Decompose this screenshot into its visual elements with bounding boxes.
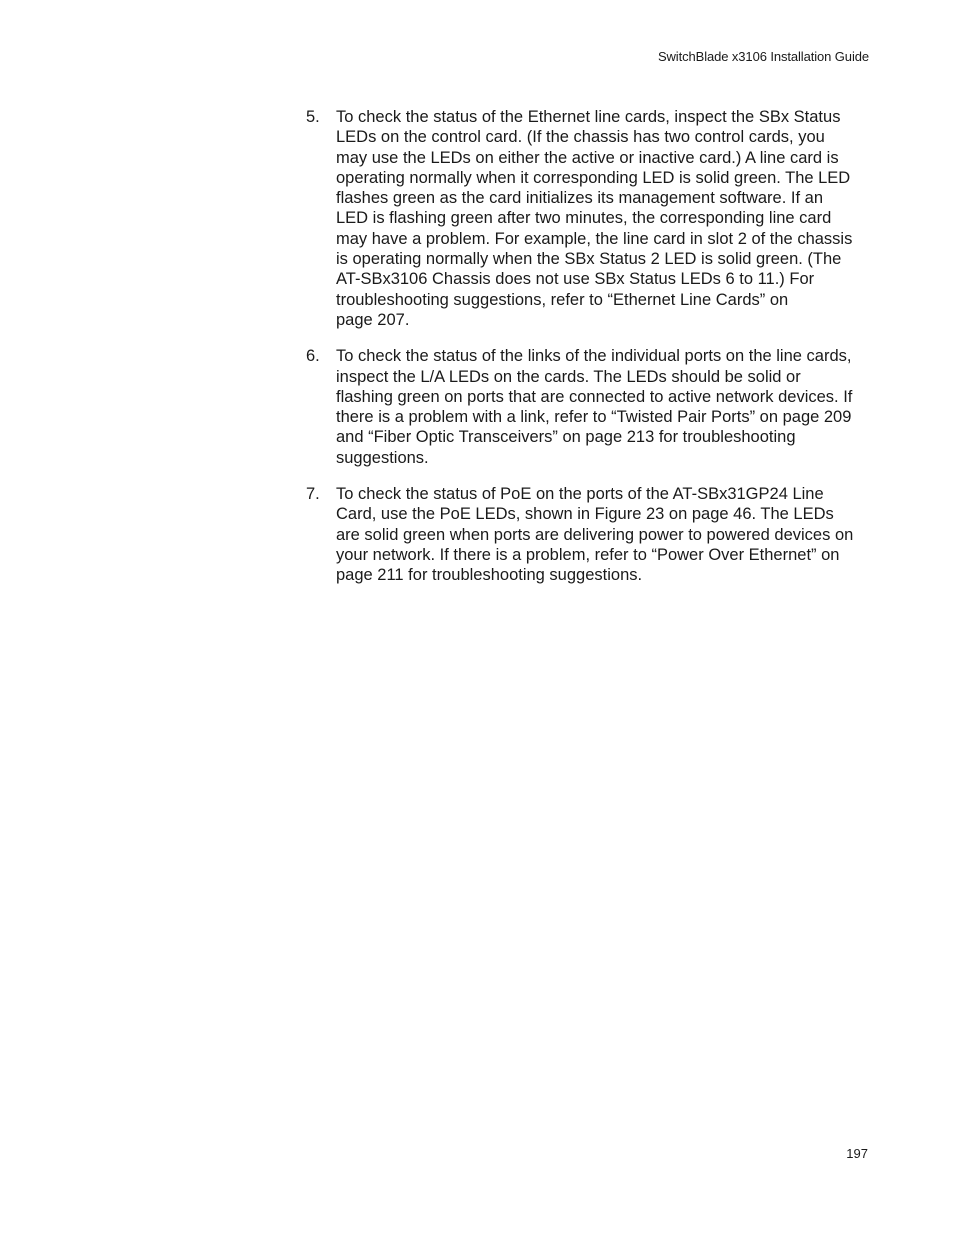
step-number: 7.: [306, 485, 320, 504]
step-list: [306, 107, 872, 602]
step-number: 6.: [306, 347, 320, 366]
page-number: 197: [846, 1146, 868, 1161]
step-text: To check the status of the links of the individual ports on the line cards, inspect the L/A LEDs on the cards. The LEDs should be solid or flashing green on ports that are connected to active network devices. If there is a problem with a link, refer to “Twisted Pair Ports” on page 209 and “Fiber Optic Transceivers” on page 213 for troubleshooting suggestions.: [336, 347, 853, 467]
running-header: SwitchBlade x3106 Installation Guide: [657, 49, 869, 64]
step-text: To check the status of the Ethernet line cards, inspect the SBx Status LEDs on the control card. (If the chassis has two control cards, you may use the LEDs on either the active or inactive card.) A line card is operating normally when it corresponding LED is solid green. The LED flashes green as the card initializes its management software. If an LED is flashing green after two minutes, the corresponding line card may have a problem. For example, the line card in slot 2 of the chassis is operating normally when the SBx Status 2 LED is solid green. (The AT-SBx3106 Chassis does not use SBx Status LEDs 6 to 11.) For troubleshooting suggestions, refer to “Ethernet Line Cards” on page 207.: [336, 108, 853, 329]
list-item: [306, 484, 872, 585]
step-number: 5.: [306, 108, 320, 126]
list-item: [306, 107, 872, 330]
step-text: To check the status of PoE on the ports of the AT-SBx31GP24 Line Card, use the PoE LEDs, shown in Figure 23 on page 46. The LEDs are solid green when ports are delivering power to powered devices on your network. If there is a problem, refer to “Power Over Ethernet” on page 211 for troubleshooting suggestions.: [336, 485, 854, 585]
list-item: [306, 346, 872, 468]
